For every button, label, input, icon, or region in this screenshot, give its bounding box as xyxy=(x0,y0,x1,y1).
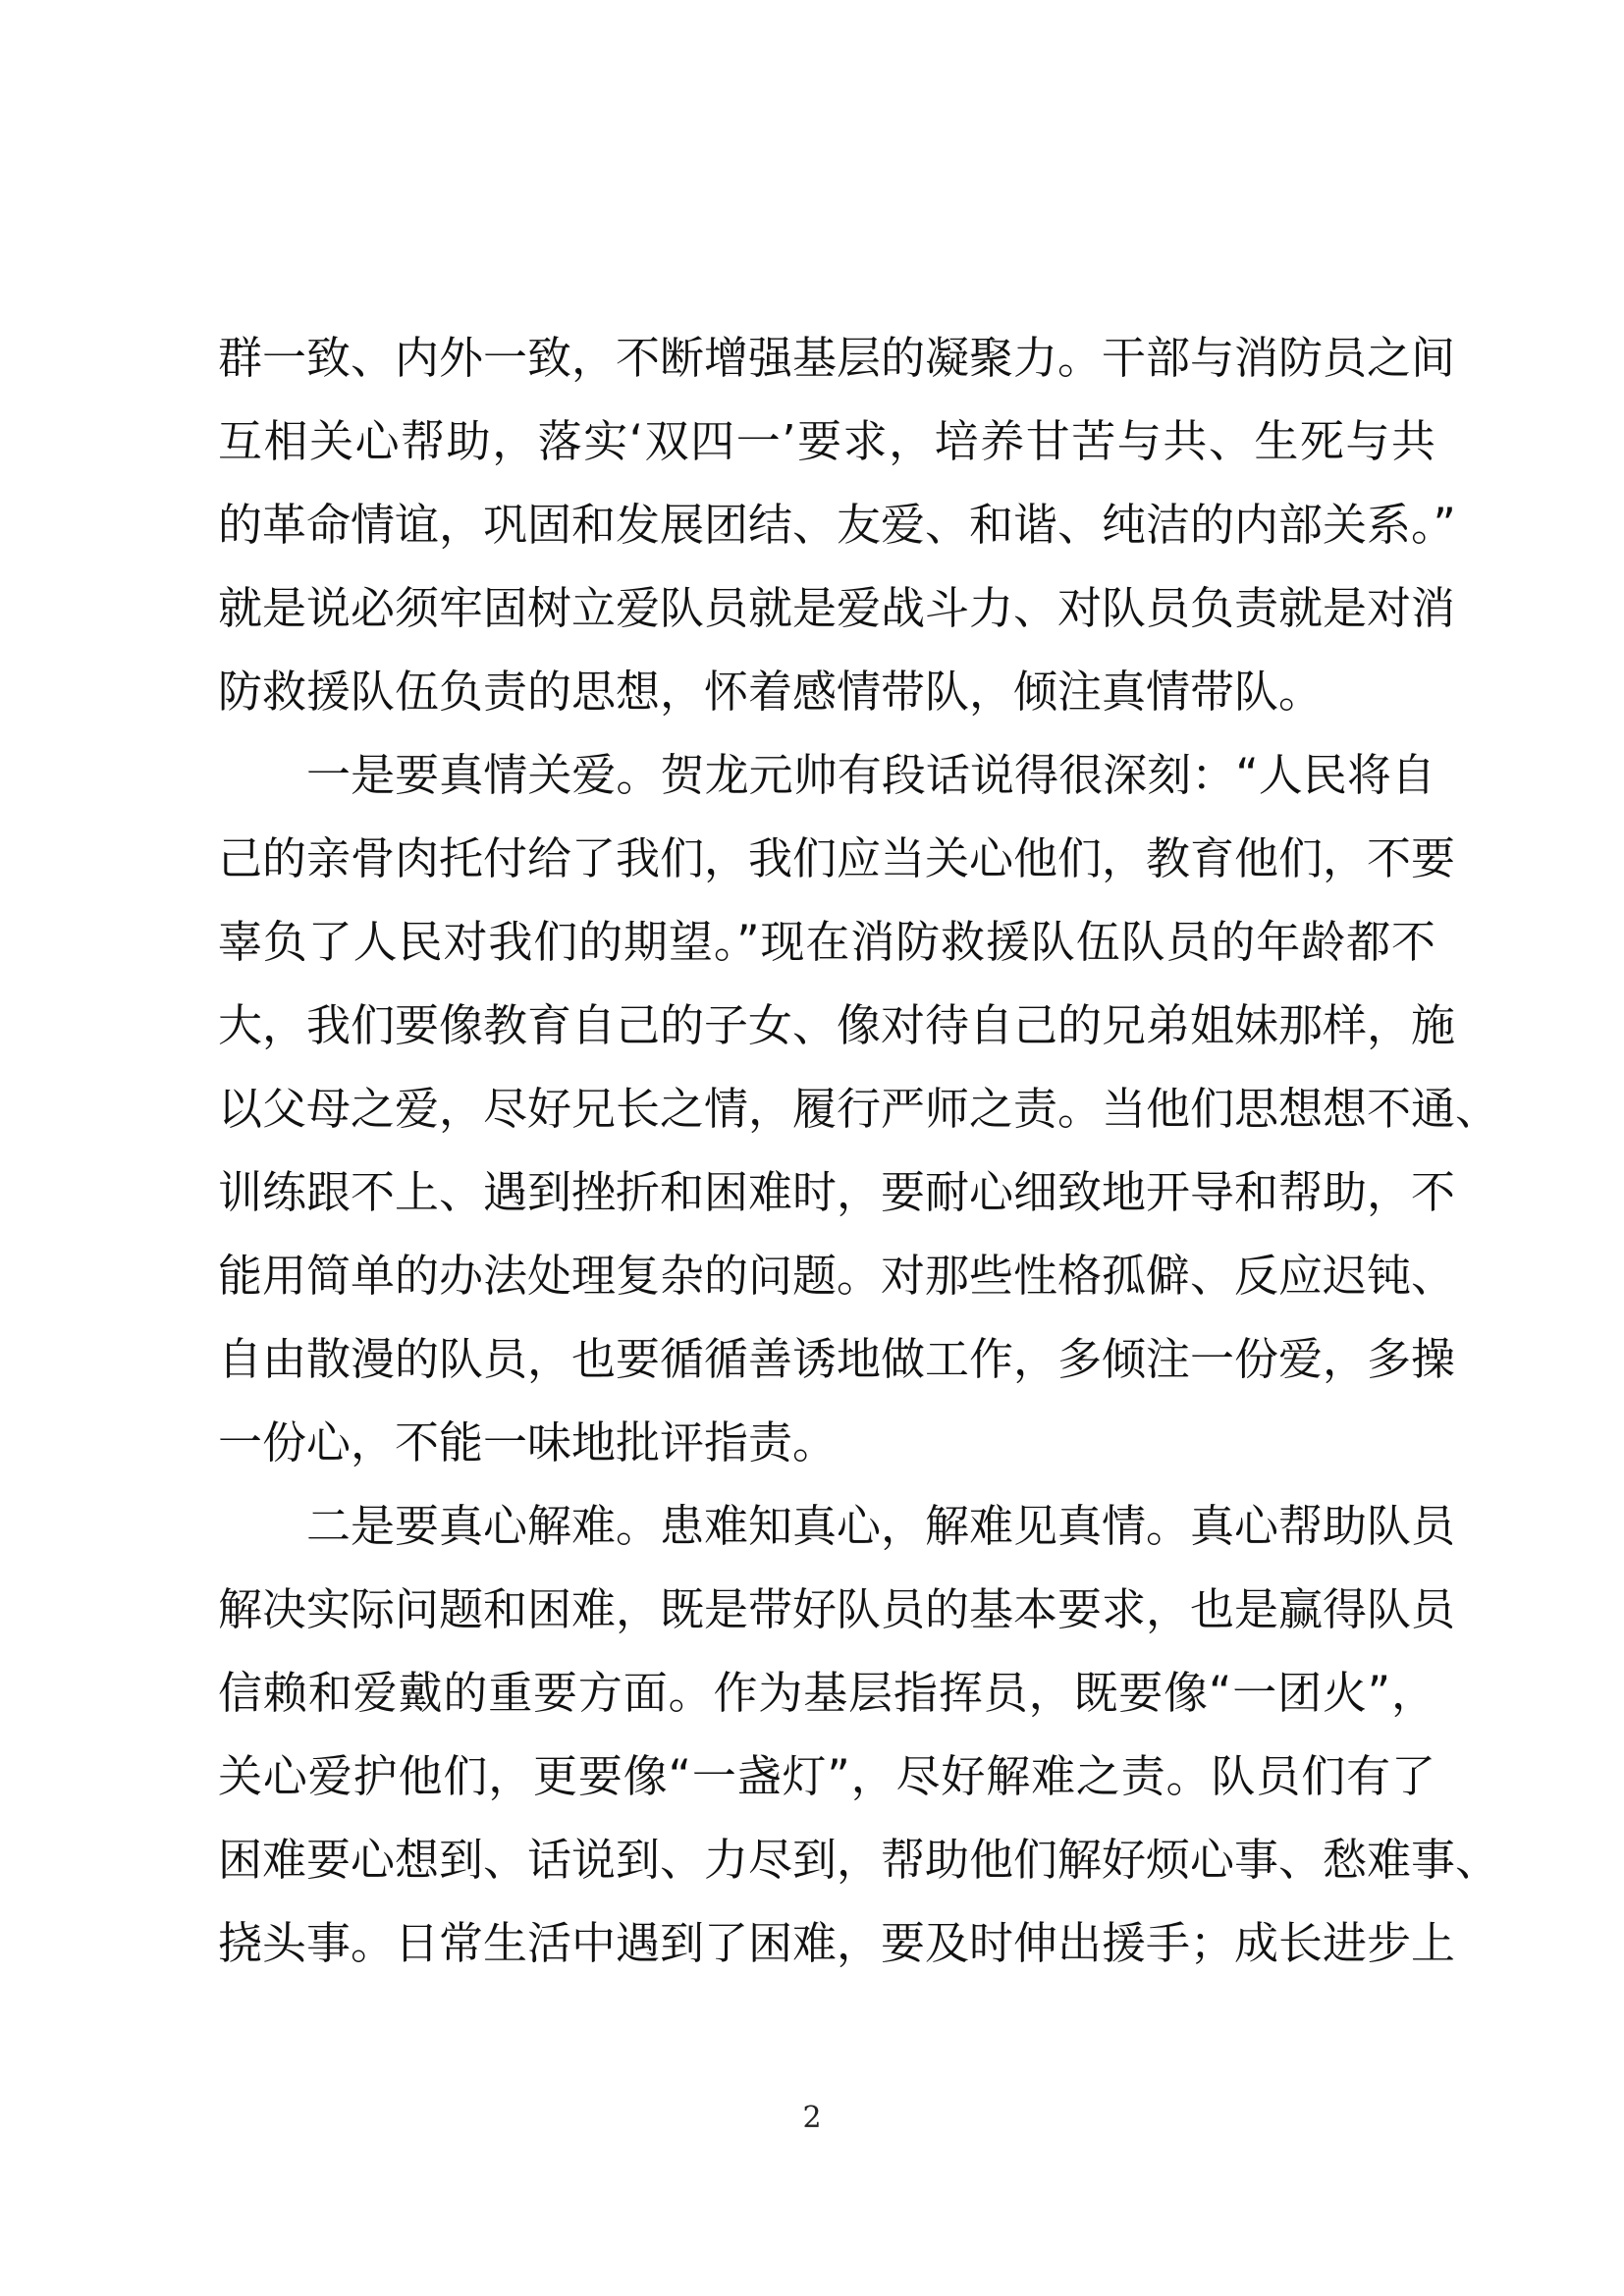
text-line: 以父母之爱，尽好兄长之情，履行严师之责。当他们思想想不通、 xyxy=(218,1083,1500,1135)
text-line: 解决实际问题和困难，既是带好队员的基本要求，也是赢得队员 xyxy=(218,1583,1456,1635)
text-line: 辜负了人民对我们的期望。”现在消防救援队伍队员的年龄都不 xyxy=(218,916,1435,968)
text-line: 互相关心帮助，落实‘双四一’要求，培养甘苦与共、生死与共 xyxy=(218,415,1435,467)
page-number: 2 xyxy=(802,2101,822,2135)
text-line: 挠头事。日常生活中遇到了困难，要及时伸出援手；成长进步上 xyxy=(218,1917,1456,1969)
text-line: 就是说必须牢固树立爱队员就是爱战斗力、对队员负责就是对消 xyxy=(218,582,1456,634)
text-line: 训练跟不上、遇到挫折和困难时，要耐心细致地开导和帮助，不 xyxy=(218,1166,1456,1218)
paragraph-first-line: 二是要真心解难。患难知真心，解难见真情。真心帮助队员 xyxy=(306,1500,1456,1552)
text-line: 大，我们要像教育自己的子女、像对待自己的兄弟姐妹那样，施 xyxy=(218,999,1456,1051)
text-line: 困难要心想到、话说到、力尽到，帮助他们解好烦心事、愁难事、 xyxy=(218,1834,1500,1886)
text-line: 的革命情谊，巩固和发展团结、友爱、和谐、纯洁的内部关系。” xyxy=(218,499,1456,551)
text-line: 信赖和爱戴的重要方面。作为基层指挥员，既要像“一团火”， xyxy=(218,1667,1435,1719)
text-line: 群一致、内外一致，不断增强基层的凝聚力。干部与消防员之间 xyxy=(218,332,1456,384)
text-line: 一份心，不能一味地批评指责。 xyxy=(218,1416,838,1468)
text-line: 能用简单的办法处理复杂的问题。对那些性格孤僻、反应迟钝、 xyxy=(218,1250,1456,1302)
text-line: 关心爱护他们，更要像“一盏灯”，尽好解难之责。队员们有了 xyxy=(218,1750,1435,1802)
text-line: 自由散漫的队员，也要循循善诱地做工作，多倾注一份爱，多操 xyxy=(218,1333,1456,1385)
text-line: 防救援队伍负责的思想，怀着感情带队，倾注真情带队。 xyxy=(218,666,1324,718)
body-text xyxy=(218,316,1500,1985)
text-line: 己的亲骨肉托付给了我们，我们应当关心他们，教育他们，不要 xyxy=(218,832,1456,884)
paragraph-first-line: 一是要真情关爱。贺龙元帅有段话说得很深刻：“人民将自 xyxy=(306,749,1435,801)
